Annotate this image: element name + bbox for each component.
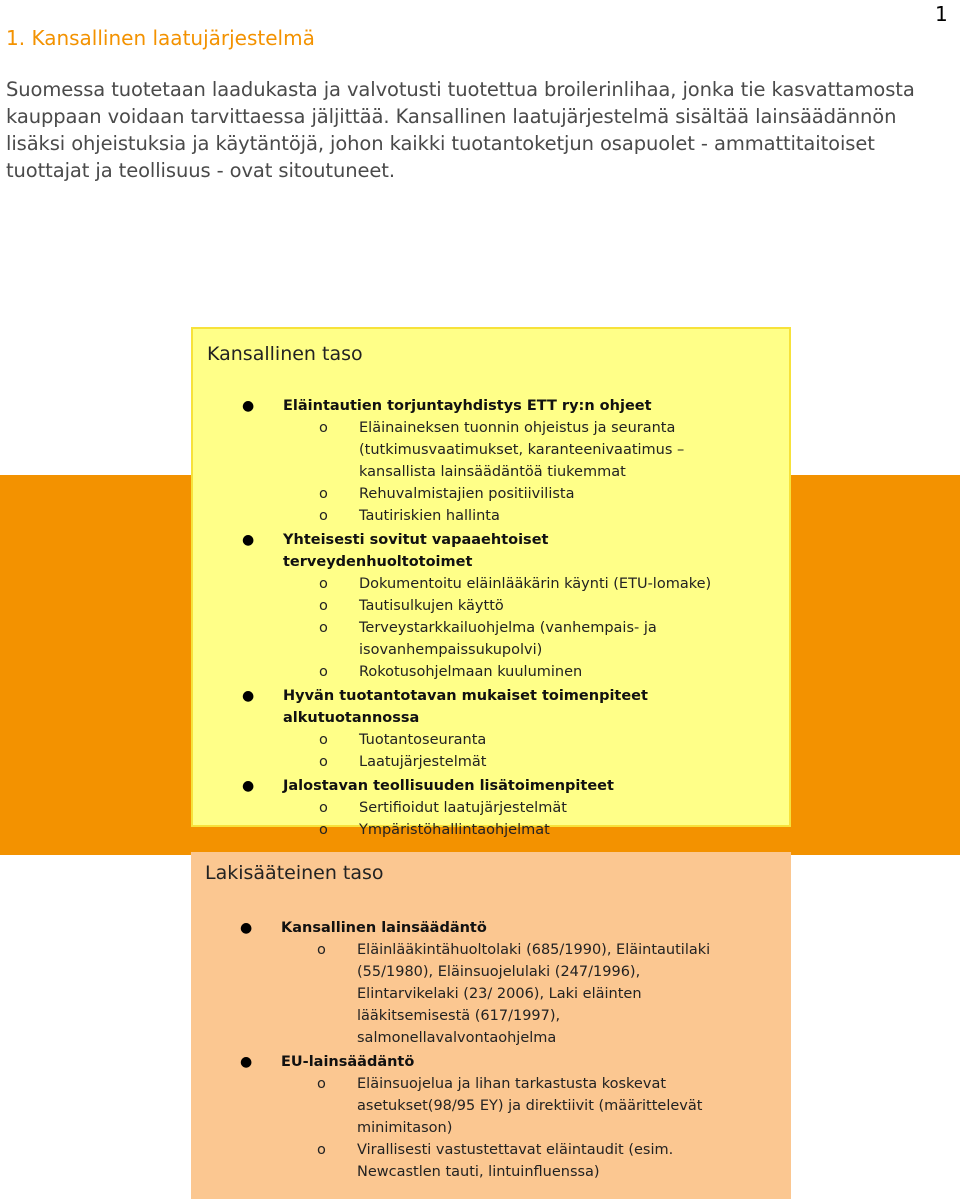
legal-level-list bbox=[191, 917, 731, 1183]
sub-list-item bbox=[283, 797, 733, 819]
bullet-icon: ● bbox=[242, 532, 255, 548]
list-item-label: Eläintautien torjuntayhdistys ETT ry:n ohjeet bbox=[283, 398, 652, 414]
bullet-icon: ● bbox=[242, 398, 255, 414]
sub-list-item bbox=[283, 417, 733, 483]
sub-list-item-text: Eläinsuojelua ja lihan tarkastusta koskevat asetukset(98/95 EY) ja direktiivit (määrittelevät minimitason) bbox=[357, 1076, 703, 1136]
sub-list bbox=[283, 797, 733, 841]
national-level-panel bbox=[191, 327, 791, 838]
bullet-icon: ● bbox=[242, 688, 255, 704]
sub-list bbox=[283, 417, 733, 527]
sub-list-item bbox=[283, 819, 733, 841]
sub-list-item bbox=[281, 1073, 731, 1139]
list-item bbox=[193, 775, 733, 841]
circle-bullet-icon: o bbox=[319, 508, 328, 524]
sub-list-item bbox=[283, 661, 733, 683]
list-item bbox=[191, 917, 731, 1049]
sub-list-item-text: Virallisesti vastustettavat eläintaudit (esim. Newcastlen tauti, lintuinfluenssa) bbox=[357, 1142, 674, 1180]
circle-bullet-icon: o bbox=[317, 942, 326, 958]
section-heading: 1. Kansallinen laatujärjestelmä bbox=[6, 26, 315, 50]
sub-list-item bbox=[281, 939, 731, 1049]
bullet-icon: ● bbox=[242, 778, 255, 794]
circle-bullet-icon: o bbox=[319, 732, 328, 748]
sub-list bbox=[283, 573, 733, 683]
circle-bullet-icon: o bbox=[319, 620, 328, 636]
sub-list-item bbox=[283, 751, 733, 773]
sub-list bbox=[283, 729, 733, 773]
circle-bullet-icon: o bbox=[319, 664, 328, 680]
sub-list-item-text: Sertifioidut laatujärjestelmät bbox=[359, 800, 567, 816]
sub-list-item-text: Laatujärjestelmät bbox=[359, 754, 487, 770]
circle-bullet-icon: o bbox=[319, 486, 328, 502]
national-level-title: Kansallinen taso bbox=[207, 343, 363, 365]
circle-bullet-icon: o bbox=[319, 800, 328, 816]
sub-list-item-text: Rokotusohjelmaan kuuluminen bbox=[359, 664, 583, 680]
page-number: 1 bbox=[935, 2, 948, 26]
sub-list-item bbox=[283, 617, 733, 661]
sub-list-item bbox=[283, 729, 733, 751]
national-level-list bbox=[193, 395, 733, 841]
sub-list-item-text: Eläinaineksen tuonnin ohjeistus ja seuranta (tutkimusvaatimukset, karanteenivaatimus – kansallista lainsäädäntöä tiukemmat bbox=[359, 420, 685, 480]
sub-list-item-text: Ympäristöhallintaohjelmat bbox=[359, 822, 550, 838]
sub-list-item bbox=[283, 595, 733, 617]
list-item-label: Kansallinen lainsäädäntö bbox=[281, 920, 487, 936]
circle-bullet-icon: o bbox=[319, 754, 328, 770]
sub-list-item bbox=[281, 1139, 731, 1183]
sub-list bbox=[281, 939, 731, 1049]
sub-list-item-text: Tautisulkujen käyttö bbox=[359, 598, 504, 614]
list-item bbox=[191, 1051, 731, 1183]
sub-list-item-text: Tuotantoseuranta bbox=[359, 732, 487, 748]
sub-list-item-text: Dokumentoitu eläinlääkärin käynti (ETU-lomake) bbox=[359, 576, 712, 592]
list-item-label: Yhteisesti sovitut vapaaehtoiset terveydenhuoltotoimet bbox=[283, 532, 549, 570]
sub-list-item bbox=[283, 505, 733, 527]
circle-bullet-icon: o bbox=[319, 420, 328, 436]
legal-level-title: Lakisääteinen taso bbox=[205, 862, 384, 884]
circle-bullet-icon: o bbox=[317, 1076, 326, 1092]
sub-list-item-text: Eläinlääkintähuoltolaki (685/1990), Eläintautilaki (55/1980), Eläinsuojelulaki (247/1996), Elintarvikelaki (23/ 2006), Laki eläinten lääkitsemisestä (617/1997), salmonellavalvontaohjelma bbox=[357, 942, 711, 1046]
circle-bullet-icon: o bbox=[319, 576, 328, 592]
legal-level-panel bbox=[191, 852, 791, 1199]
list-item-label: Hyvän tuotantotavan mukaiset toimenpiteet alkutuotannossa bbox=[283, 688, 648, 726]
bullet-icon: ● bbox=[240, 1054, 253, 1070]
intro-paragraph: Suomessa tuotetaan laadukasta ja valvotusti tuotettua broilerinlihaa, jonka tie kasvattamosta kauppaan voidaan tarvittaessa jäljittää. Kansallinen laatujärjestelmä sisältää lainsäädännön lisäksi ohjeistuksia ja käytäntöjä, johon kaikki tuotantoketjun osapuolet - ammattitaitoiset tuottajat ja teollisuus - ovat sitoutuneet. bbox=[6, 78, 915, 182]
sub-list-item-text: Terveystarkkailuohjelma (vanhempais- ja isovanhempaissukupolvi) bbox=[359, 620, 657, 658]
list-item-label: Jalostavan teollisuuden lisätoimenpiteet bbox=[283, 778, 614, 794]
list-item bbox=[193, 395, 733, 527]
sub-list-item bbox=[283, 573, 733, 595]
circle-bullet-icon: o bbox=[317, 1142, 326, 1158]
list-item bbox=[193, 529, 733, 683]
sub-list-item-text: Rehuvalmistajien positiivilista bbox=[359, 486, 575, 502]
sub-list-item-text: Tautiriskien hallinta bbox=[359, 508, 500, 524]
list-item-label: EU-lainsäädäntö bbox=[281, 1054, 415, 1070]
sub-list-item bbox=[283, 483, 733, 505]
bullet-icon: ● bbox=[240, 920, 253, 936]
list-item bbox=[193, 685, 733, 773]
circle-bullet-icon: o bbox=[319, 598, 328, 614]
circle-bullet-icon: o bbox=[319, 822, 328, 838]
sub-list bbox=[281, 1073, 731, 1183]
